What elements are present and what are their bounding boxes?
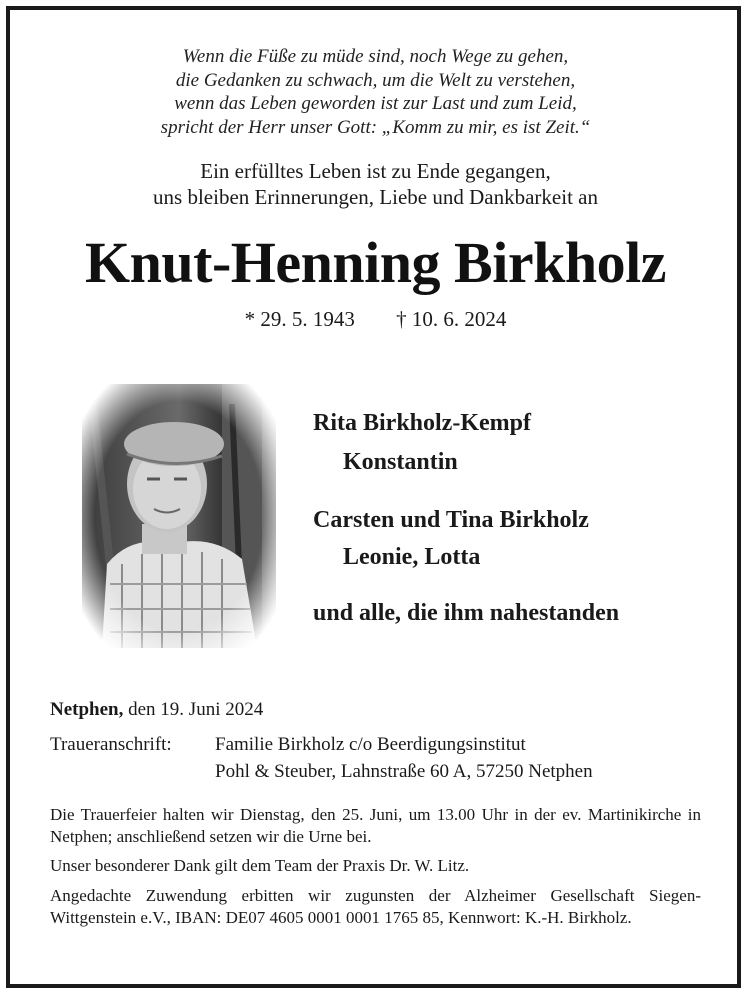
poem-line: Wenn die Füße zu müde sind, noch Wege zu gehen, [182, 46, 569, 67]
ceremony-note: Die Trauerfeier halten wir Dienstag, den 25. Juni, um 13.00 Uhr in der ev. Martinikirche in Netphen; anschließend setzen wir die Urne bei. [50, 805, 701, 846]
intro-line: uns bleiben Erinnerungen, Liebe und Dankbarkeit an [153, 185, 598, 209]
intro-text [0, 158, 751, 210]
thanks-note: Unser besonderer Dank gilt dem Team der Praxis Dr. W. Litz. [50, 856, 470, 875]
poem-line: spricht der Herr unser Gott: „Komm zu mir, es ist Zeit.“ [160, 116, 591, 138]
family-member-leonie-lotta: Leonie, Lotta [343, 544, 481, 570]
place-town: Netphen, [50, 699, 124, 720]
place-date [50, 698, 263, 722]
family-others: und alle, die ihm nahestanden [313, 600, 620, 626]
address-line1: Familie Birkholz c/o Beerdigungsinstitut [215, 734, 526, 755]
notice-date: den 19. Juni 2024 [128, 699, 264, 720]
portrait-photo [82, 384, 276, 648]
death-date: † 10. 6. 2024 [396, 307, 507, 331]
address-label: Traueranschrift: [50, 734, 172, 755]
family-member-rita: Rita Birkholz-Kempf [313, 410, 531, 436]
intro-line: Ein erfülltes Leben ist zu Ende gegangen, [200, 159, 551, 183]
poem-line: die Gedanken zu schwach, um die Welt zu verstehen, [175, 69, 576, 91]
family-member-konstantin: Konstantin [343, 449, 458, 475]
donation-note: Angedachte Zuwendung erbitten wir zugunsten der Alzheimer Gesellschaft Siegen-Wittgenstein e.V., IBAN: DE07 4605 0001 0001 1765 85, Kennwort: K.-H. Birkholz. [50, 886, 701, 927]
poem-line: wenn das Leben geworden ist zur Last und zum Leid, [174, 93, 577, 114]
life-dates [0, 306, 751, 332]
family-member-carsten-tina: Carsten und Tina Birkholz [313, 507, 589, 533]
poem [0, 45, 751, 139]
address-line2: Pohl & Steuber, Lahnstraße 60 A, 57250 Netphen [215, 761, 593, 782]
birth-date: * 29. 5. 1943 [244, 307, 355, 331]
deceased-name: Knut-Henning Birkholz [85, 230, 666, 295]
